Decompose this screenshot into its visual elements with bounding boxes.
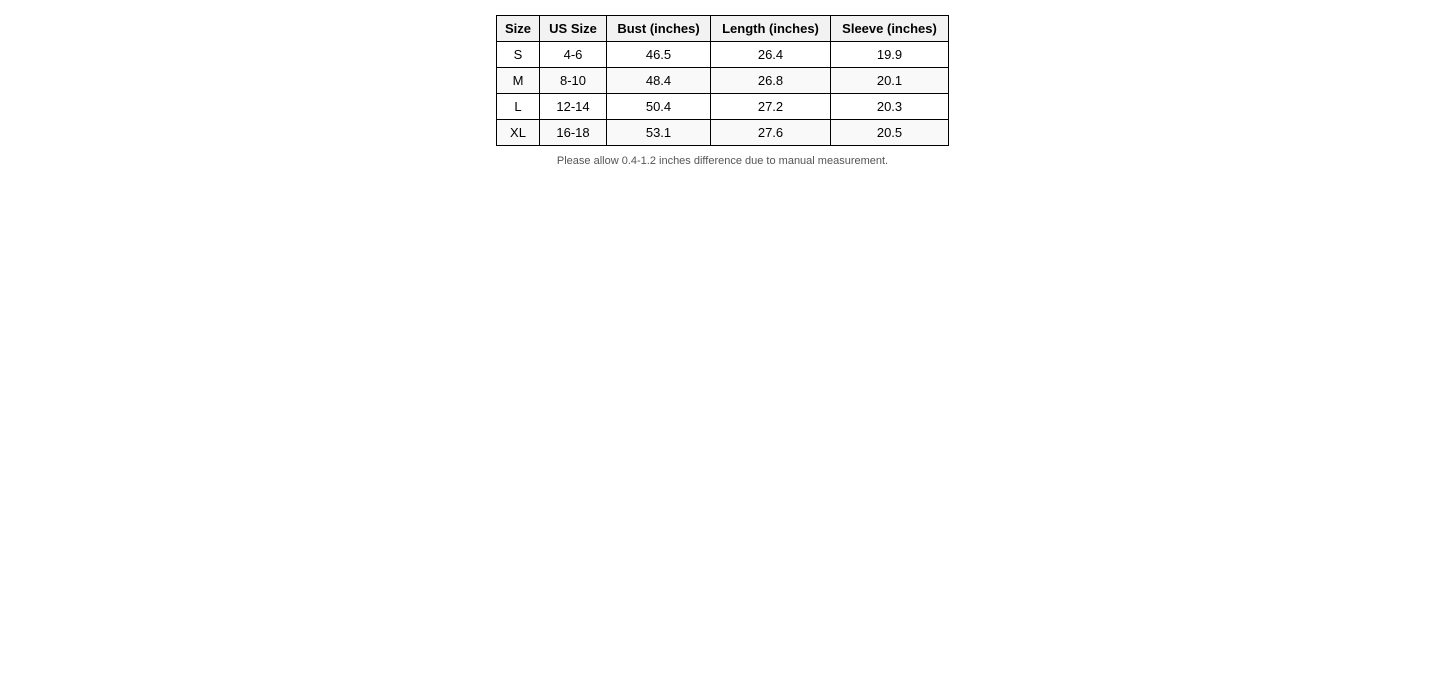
cell-us-size: 8-10 bbox=[540, 68, 607, 94]
cell-length: 27.2 bbox=[711, 94, 831, 120]
cell-sleeve: 20.1 bbox=[831, 68, 949, 94]
cell-length: 26.8 bbox=[711, 68, 831, 94]
cell-us-size: 16-18 bbox=[540, 120, 607, 146]
cell-bust: 46.5 bbox=[607, 42, 711, 68]
size-chart-body bbox=[497, 42, 949, 146]
header-length: Length (inches) bbox=[711, 16, 831, 42]
header-bust: Bust (inches) bbox=[607, 16, 711, 42]
measurement-note: Please allow 0.4-1.2 inches difference due to manual measurement. bbox=[556, 155, 889, 167]
size-chart-header bbox=[497, 16, 949, 42]
cell-sleeve: 20.5 bbox=[831, 120, 949, 146]
cell-size: XL bbox=[497, 120, 540, 146]
table-row bbox=[497, 94, 949, 120]
cell-sleeve: 20.3 bbox=[831, 94, 949, 120]
cell-size: M bbox=[497, 68, 540, 94]
cell-length: 27.6 bbox=[711, 120, 831, 146]
cell-bust: 53.1 bbox=[607, 120, 711, 146]
cell-sleeve: 19.9 bbox=[831, 42, 949, 68]
header-us-size: US Size bbox=[540, 16, 607, 42]
cell-us-size: 4-6 bbox=[540, 42, 607, 68]
cell-size: S bbox=[497, 42, 540, 68]
table-row bbox=[497, 68, 949, 94]
header-row bbox=[497, 16, 949, 42]
table-row bbox=[497, 42, 949, 68]
header-sleeve: Sleeve (inches) bbox=[831, 16, 949, 42]
cell-bust: 48.4 bbox=[607, 68, 711, 94]
table-row bbox=[497, 120, 949, 146]
size-chart-table bbox=[496, 15, 949, 146]
header-size: Size bbox=[497, 16, 540, 42]
cell-size: L bbox=[497, 94, 540, 120]
cell-length: 26.4 bbox=[711, 42, 831, 68]
cell-us-size: 12-14 bbox=[540, 94, 607, 120]
cell-bust: 50.4 bbox=[607, 94, 711, 120]
